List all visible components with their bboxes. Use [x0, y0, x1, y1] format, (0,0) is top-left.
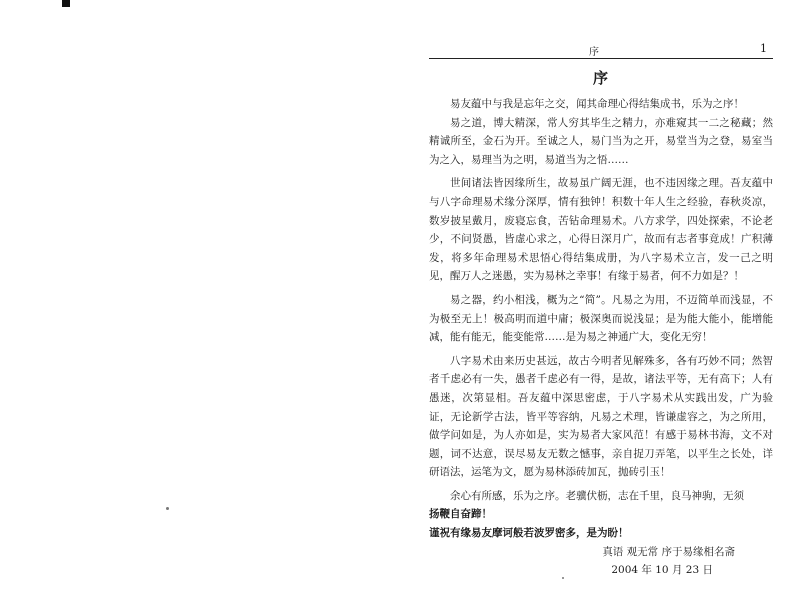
- paragraph: 八字易术由来历史甚远，故古今明者见解殊多，各有巧妙不同；然智者千虑必有一失，愚者千虑必有一得，是故，诸法平等，无有高下；人有愚迷，次第显相。吾友蕴中深思密虑，于八字易术从实践出发，广为验证，无论新学古法，皆平等容纳，凡易之术理，皆谦虚容之，为之所用，做学问如是，为人亦如是，实为易者大家风范！有感于易林书海，文不对题，词不达意，误尽易友无数之憾事，亲自捉刀弄笔，以平生之长处，详研语法，运笔为文，愿为易林添砖加瓦，抛砖引玉！: [429, 354, 773, 479]
- paragraph: 易之道，博大精深，常人穷其毕生之精力，亦难窥其一二之秘藏；然精诚所至，金石为开。至诚之人，易门当为之开，易堂当为之登，易室当为之入，易理当为之明，易道当为之悟……: [429, 116, 773, 166]
- bold-closing-line: 扬鞭自奋蹄！: [429, 508, 492, 521]
- running-head-title: 序: [589, 47, 599, 58]
- scan-speck: [166, 507, 169, 510]
- bold-blessing-line: 谨祝有缘易友摩诃般若波罗密多，是为盼！: [429, 527, 629, 540]
- page-number: 1: [760, 42, 767, 55]
- signature-date: 2004 年 10 月 23 日: [611, 564, 713, 577]
- scan-corner-mark: [62, 0, 70, 7]
- signature: 真语 观无常 序于易缘相名斋: [602, 545, 735, 558]
- preface-title: 序: [592, 69, 609, 87]
- running-head: [429, 38, 773, 59]
- right-page: [429, 38, 773, 579]
- paragraph: 世间诸法皆因缘所生，故易虽广阔无涯，也不违因缘之理。吾友蕴中与八字命理易术缘分深厚，情有独钟！积数十年人生之经验，春秋炎凉，数岁披星戴月，废寝忘食，苦钻命理易术。八方求学，四处探索，不论老少，不问贤愚，皆虚心求之，心得日深月广，故而有志者事竟成！广积薄发，将多年命理易术思悟心得结集成册，为八字易术立言，发一己之明见，醒万人之迷愚，实为易林之幸事！有缘于易者，何不力如是？！: [429, 177, 773, 283]
- paragraph: 易之器，约小相浅，概为之“简”。凡易之为用，不迈简单而浅显，不为极至无上！极高明而道中庸；极深奥而说浅显；是为能大能小，能增能减，能有能无，能变能常……是为易之神通广大，变化无穷！: [429, 293, 773, 344]
- paragraph: 易友蕴中与我是忘年之交，闻其命理心得结集成书，乐为之序！: [450, 98, 744, 110]
- paragraph: 余心有所感，乐为之序。老骥伏枥，志在千里，良马神驹，无须: [450, 489, 744, 502]
